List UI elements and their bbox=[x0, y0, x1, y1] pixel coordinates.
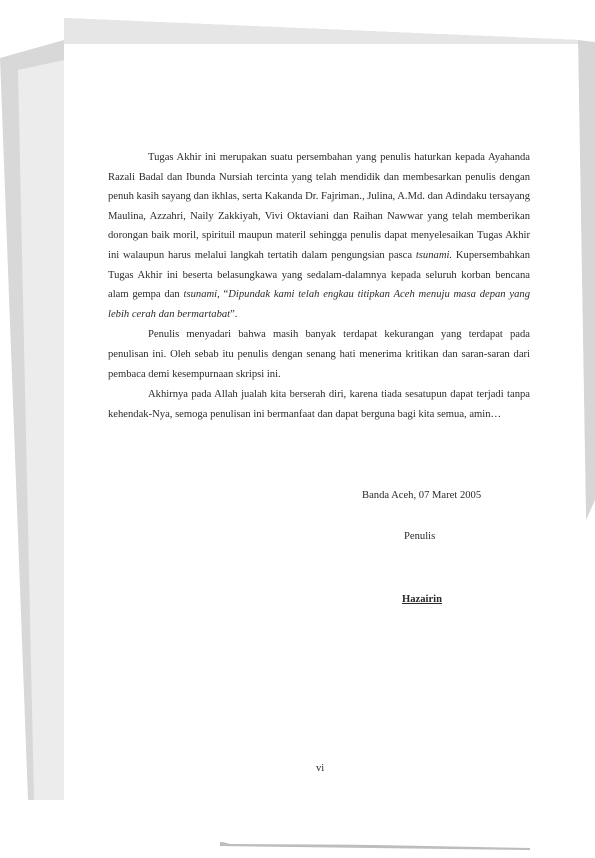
page-number: vi bbox=[316, 763, 325, 774]
author-role: Penulis bbox=[404, 531, 436, 542]
text-segment: Tugas Akhir ini merupakan suatu persembahan yang penulis haturkan kepada Ayahanda Razali Badal dan Ibunda Nursiah tercinta yang telah mendidik dan membesarkan penulis dengan penuh kasih sayang dan ikhlas, serta Kakanda Dr. Fajriman., Julina, A.Md. dan Adindaku tersayang Maulina, Azzahri, Naily Zakkiyah, Vivi Oktaviani dan Raihan Nawwar yang telah memberikan dorongan baik moril, spirituil maupun materil sehingga penulis dapat menyelesaikan Tugas Akhir ini walaupun harus melalui langkah tertatih dalam pengungsian pasca bbox=[108, 152, 530, 261]
text-segment-italic: tsunami. bbox=[415, 249, 453, 261]
text-segment: Penulis menyadari bahwa masih banyak terdapat kekurangan yang terdapat pada penulisan ini. Oleh sebab itu penulis dengan senang hati menerima kritikan dan saran-saran dari pembaca demi kesempurnaan skripsi ini. bbox=[108, 329, 530, 380]
text-segment: ”. bbox=[230, 308, 238, 320]
text-segment: Kupersembahkan Tugas Akhir ini beserta belasungkawa yang sedalam-dalamnya kepada seluruh korban bencana alam gempa dan bbox=[108, 249, 531, 301]
paragraph-dedication bbox=[108, 148, 530, 324]
text-segment: “ bbox=[219, 289, 229, 301]
text-segment-italic: tsunami, bbox=[183, 289, 220, 301]
paragraph-acknowledgement bbox=[108, 325, 530, 384]
body-text bbox=[108, 148, 530, 424]
place-date: Banda Aceh, 07 Maret 2005 bbox=[362, 490, 482, 501]
text-segment: Akhirnya pada Allah jualah kita berserah diri, karena tiada sesatupun dapat terjadi tanpa kehendak-Nya, semoga penulisan ini bermanfaat dan dapat berguna bagi kita semua, amin… bbox=[108, 389, 530, 420]
paragraph-closing bbox=[108, 385, 530, 424]
author-name: Hazairin bbox=[402, 594, 443, 605]
text-segment-italic: Dipundak kami telah engkau titipkan Aceh menuju masa depan yang lebih cerah dan bermartabat bbox=[108, 289, 530, 320]
